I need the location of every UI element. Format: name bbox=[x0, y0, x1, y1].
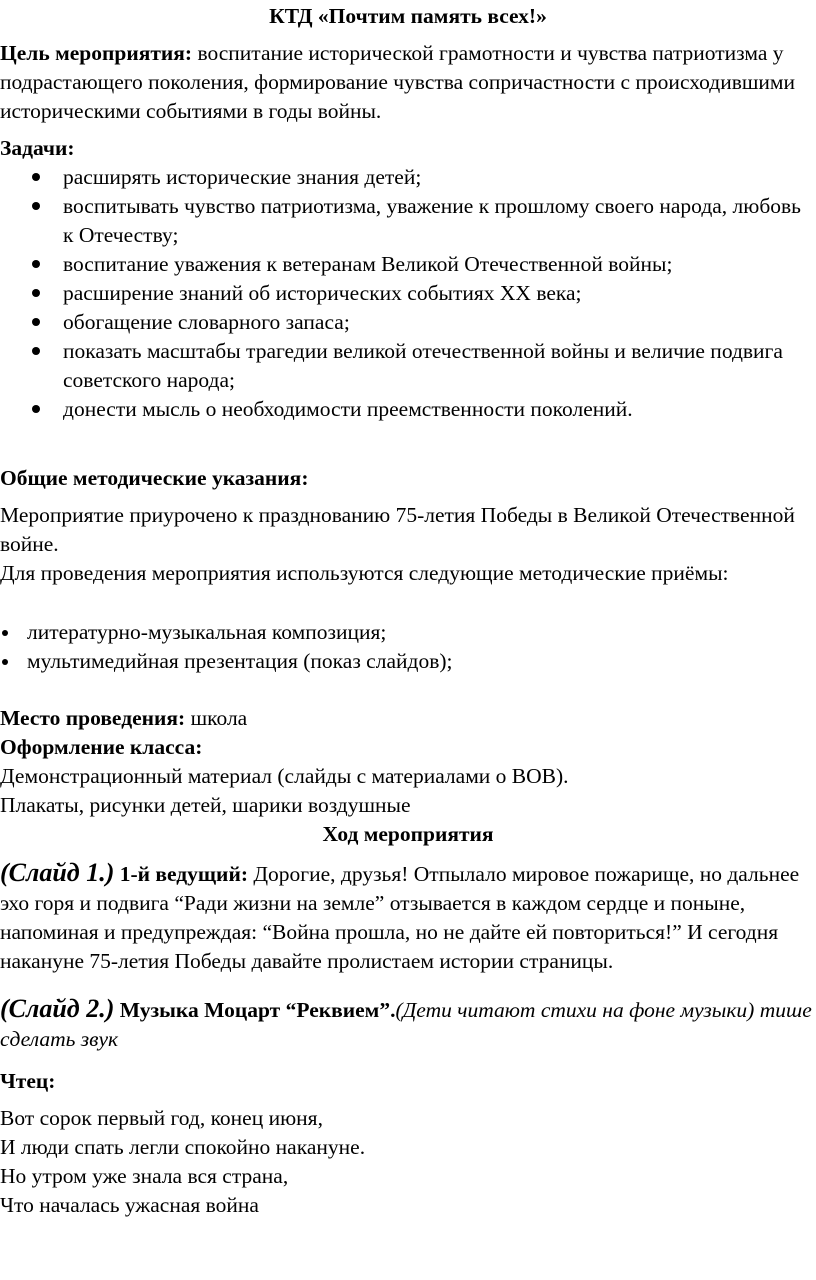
task-item: показать масштабы трагедии великой отечественной войны и величие подвига советского народа; bbox=[0, 337, 816, 395]
slide-1-speaker: 1-й ведущий: bbox=[114, 862, 248, 886]
tasks-list bbox=[0, 163, 816, 424]
slide-2-note: (Дети читают стихи на фоне музыки) тише сделать звук bbox=[0, 998, 812, 1051]
methods-paragraph-1: Мероприятие приурочено к празднованию 75-летия Победы в Великой Отечественной войне. bbox=[0, 503, 795, 556]
slide-1-marker: (Слайд 1.) bbox=[0, 858, 115, 887]
slide-2-paragraph bbox=[0, 994, 816, 1054]
tasks-heading: Задачи: bbox=[0, 136, 75, 160]
methods-list bbox=[0, 618, 816, 676]
decor-line-2: Плакаты, рисунки детей, шарики воздушные bbox=[0, 793, 411, 817]
poem-line: И люди спать легли спокойно накануне. bbox=[0, 1135, 366, 1159]
task-item: воспитание уважения к ветеранам Великой Отечественной войны; bbox=[0, 250, 816, 279]
poem-line: Но утром уже знала вся страна, bbox=[0, 1164, 289, 1188]
methods-paragraph-2: Для проведения мероприятия используются следующие методические приёмы: bbox=[0, 561, 729, 585]
poem-line: Вот сорок первый год, конец июня, bbox=[0, 1106, 323, 1130]
decor-label: Оформление класса: bbox=[0, 735, 203, 759]
reader-label: Чтец: bbox=[0, 1069, 56, 1093]
goal-label: Цель мероприятия: bbox=[0, 41, 193, 65]
course-heading: Ход мероприятия bbox=[322, 822, 494, 846]
methods-heading: Общие методические указания: bbox=[0, 466, 309, 490]
method-item: литературно-музыкальная композиция; bbox=[0, 618, 816, 647]
task-item: расширять исторические знания детей; bbox=[0, 163, 816, 192]
task-item: расширение знаний об исторических событиях XX века; bbox=[0, 279, 816, 308]
slide-2-music: Музыка Моцарт “Реквием”. bbox=[114, 998, 396, 1022]
task-item: воспитывать чувство патриотизма, уважение к прошлому своего народа, любовь к Отечеству; bbox=[0, 192, 816, 250]
place-label: Место проведения: bbox=[0, 706, 186, 730]
method-item: мультимедийная презентация (показ слайдов); bbox=[0, 647, 816, 676]
task-item: донести мысль о необходимости преемственности поколений. bbox=[0, 395, 816, 424]
poem-line: Что началась ужасная война bbox=[0, 1193, 259, 1217]
slide-2-marker: (Слайд 2.) bbox=[0, 994, 115, 1023]
slide-1-text: Дорогие, друзья! Отпылало мировое пожарище, но дальнее эхо горя и подвига “Ради жизни на земле” отзывается в каждом сердце и поныне, напоминая и предупреждая: “Война прошла, но не дайте ей повториться!” И сегодня накануне 75-летия Победы давайте пролистаем истории страницы. bbox=[0, 862, 800, 973]
goal-paragraph bbox=[0, 39, 816, 126]
task-item: обогащение словарного запаса; bbox=[0, 308, 816, 337]
poem bbox=[0, 1104, 816, 1220]
slide-1-paragraph bbox=[0, 858, 816, 976]
place-line bbox=[0, 704, 816, 733]
document-title: КТД «Почтим память всех!» bbox=[269, 4, 547, 28]
goal-text: воспитание исторической грамотности и чувства патриотизма у подрастающего поколения, формирование чувства сопричастности с происходившими историческими событиями в годы войны. bbox=[0, 41, 796, 123]
place-value: школа bbox=[185, 706, 248, 730]
decor-line-1: Демонстрационный материал (слайды с материалами о ВОВ). bbox=[0, 764, 569, 788]
